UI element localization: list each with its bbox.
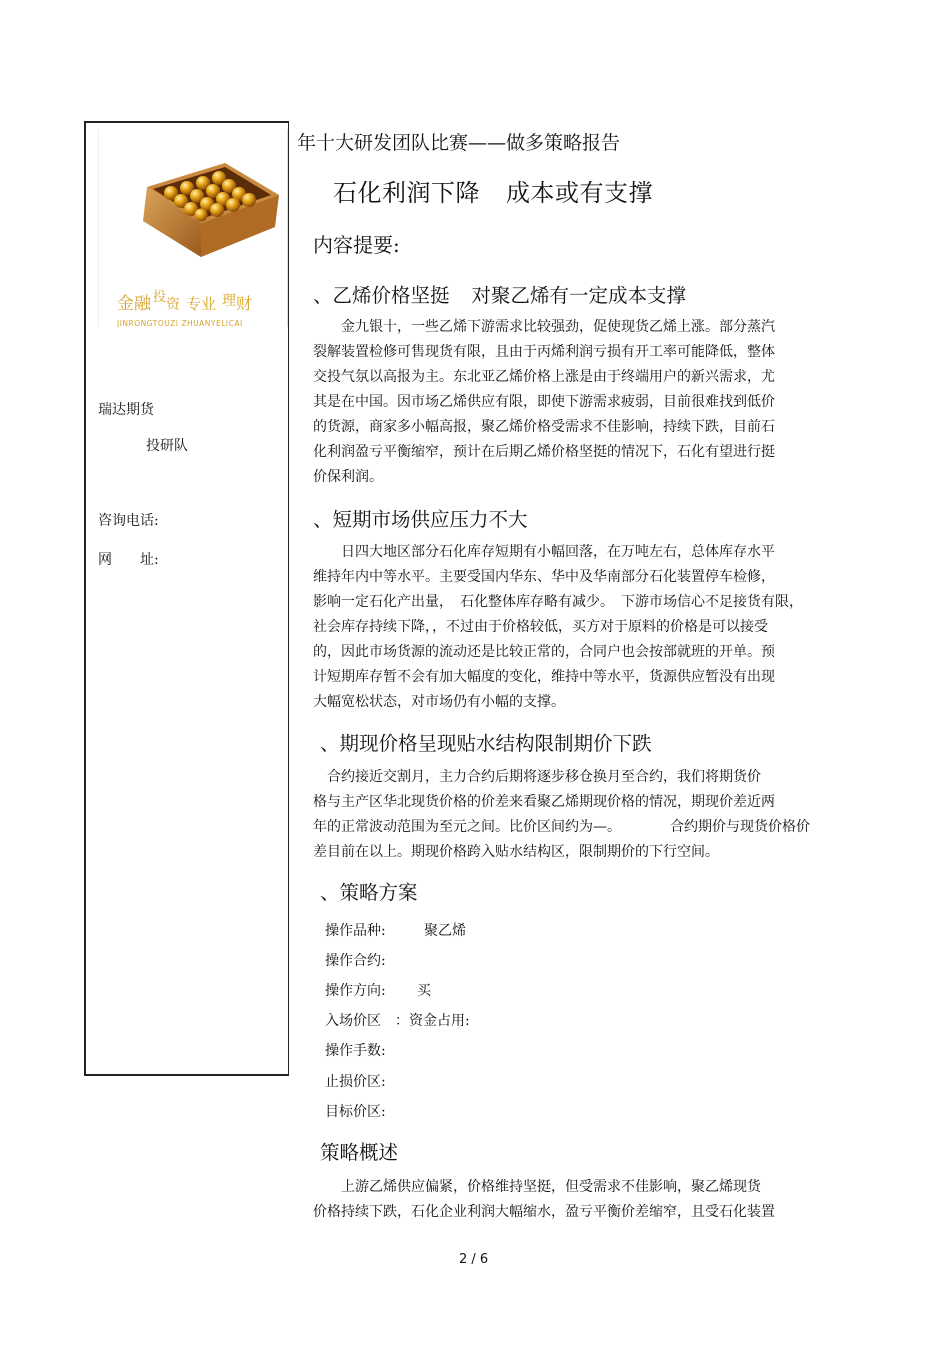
paragraph-line: 合约接近交割月，主力合约后期将逐步移仓换月至合约，我们将期货价: [313, 769, 761, 785]
summary-heading: 内容提要:: [313, 233, 400, 257]
strategy-value: ：资金占用:: [395, 1013, 470, 1029]
strategy-label: 操作方向:: [325, 983, 386, 999]
paragraph-line: 价格持续下跌，石化企业利润大幅缩水，盈亏平衡价差缩窄，且受石化装置: [313, 1204, 775, 1220]
section-5-body: [313, 1175, 775, 1225]
strategy-label: 止损价区:: [325, 1074, 386, 1090]
strategy-row: [325, 1040, 386, 1060]
section-3-heading: 、期现价格呈现贴水结构限制期价下跌: [320, 732, 652, 755]
paragraph-line: 日四大地区部分石化库存短期有小幅回落，在万吨左右，总体库存水平: [313, 544, 775, 560]
paragraph-line: 的，因此市场货源的流动还是比较正常的，合同户也会按部就班的开单。预: [313, 644, 775, 660]
paragraph-line: 交投气氛以高报为主。东北亚乙烯价格上涨是由于终端用户的新兴需求，尤: [313, 369, 775, 385]
title-part-1: 石化利润下降: [333, 179, 480, 207]
paragraph-line: 计短期库存暂不会有加大幅度的变化，维持中等水平，货源供应暂没有出现: [313, 669, 775, 685]
section-5-heading: 策略概述: [320, 1141, 399, 1164]
section-3-body: [313, 765, 810, 865]
strategy-label: 操作合约:: [325, 953, 386, 969]
logo-pinyin: JINRONGTOUZI ZHUANYELICAI: [117, 319, 243, 327]
paragraph-line: 格与主产区华北现货价格的价差来看聚乙烯期现价格的情况，期现价差近两: [313, 794, 775, 810]
strategy-row: [325, 1071, 386, 1091]
section-1-heading-b: 对聚乙烯有一定成本支撑: [471, 284, 687, 307]
paragraph-line: 影响一定石化产出量， 石化整体库存略有减少。 下游市场信心不足接货有限，: [313, 594, 803, 610]
paragraph-line: 大幅宽松状态，对市场仍有小幅的支撑。: [313, 694, 565, 710]
paragraph-line: 年的正常波动范围为至元之间。比价区间约为—。 合约期价与现货价格价: [313, 819, 810, 835]
strategy-label: 操作手数:: [325, 1043, 386, 1059]
strategy-value: 买: [417, 983, 431, 999]
section-1-heading-a: 、乙烯价格坚挺: [313, 284, 450, 307]
logo-text: 金融 $^投_资$ 专业 $^理$财: [117, 290, 253, 314]
paragraph-line: 价保利润。: [313, 469, 383, 485]
strategy-value: 聚乙烯: [424, 923, 466, 939]
sidebar-box: [84, 121, 289, 1076]
gift-box-image: [99, 129, 287, 327]
paragraph-line: 化利润盈亏平衡缩窄，预计在后期乙烯价格坚挺的情况下，石化有望进行挺: [313, 444, 775, 460]
strategy-row: [325, 1010, 470, 1030]
phone-label: 咨询电话:: [98, 513, 159, 529]
report-header: 年十大研发团队比赛——做多策略报告: [297, 132, 621, 154]
paragraph-line: 金九银十，一些乙烯下游需求比较强劲，促使现货乙烯上涨。部分蒸汽: [313, 319, 775, 335]
section-2-heading: 、短期市场供应压力不大: [313, 508, 528, 531]
team-name: 投研队: [146, 438, 188, 454]
title-part-2: 成本或有支撑: [506, 179, 653, 207]
strategy-row: [325, 920, 466, 940]
paragraph-line: 裂解装置检修可售现货有限，且由于丙烯利润亏损有开工率可能降低，整体: [313, 344, 775, 360]
strategy-row: [325, 950, 386, 970]
website-label: 网 址:: [98, 552, 159, 568]
paragraph-line: 维持年内中等水平。主要受国内华东、华中及华南部分石化装置停车检修，: [313, 569, 775, 585]
strategy-row: [325, 1101, 386, 1121]
strategy-label: 入场价区: [325, 1013, 381, 1029]
section-4-heading: 、策略方案: [320, 881, 418, 904]
page-number: 2 / 6: [459, 1252, 489, 1267]
paragraph-line: 的货源，商家多小幅高报，聚乙烯价格受需求不佳影响，持续下跌，目前石: [313, 419, 775, 435]
paragraph-line: 差目前在以上。期现价格跨入贴水结构区，限制期价的下行空间。: [313, 844, 719, 860]
paragraph-line: 社会库存持续下降，，不过由于价格较低，买方对于原料的价格是可以接受: [313, 619, 768, 635]
paragraph-line: 上游乙烯供应偏紧，价格维持坚挺，但受需求不佳影响，聚乙烯现货: [313, 1179, 761, 1195]
strategy-label: 目标价区:: [325, 1104, 386, 1120]
section-1-heading: [313, 280, 686, 308]
strategy-label: 操作品种:: [325, 923, 386, 939]
company-logo: [98, 129, 288, 327]
section-2-body: [313, 540, 803, 715]
paragraph-line: 其是在中国。因市场乙烯供应有限，即使下游需求疲弱，目前很难找到低价: [313, 394, 775, 410]
page-title: [333, 173, 653, 208]
company-name: 瑞达期货: [98, 402, 154, 418]
section-1-body: [313, 315, 775, 490]
strategy-row: [325, 980, 431, 1000]
